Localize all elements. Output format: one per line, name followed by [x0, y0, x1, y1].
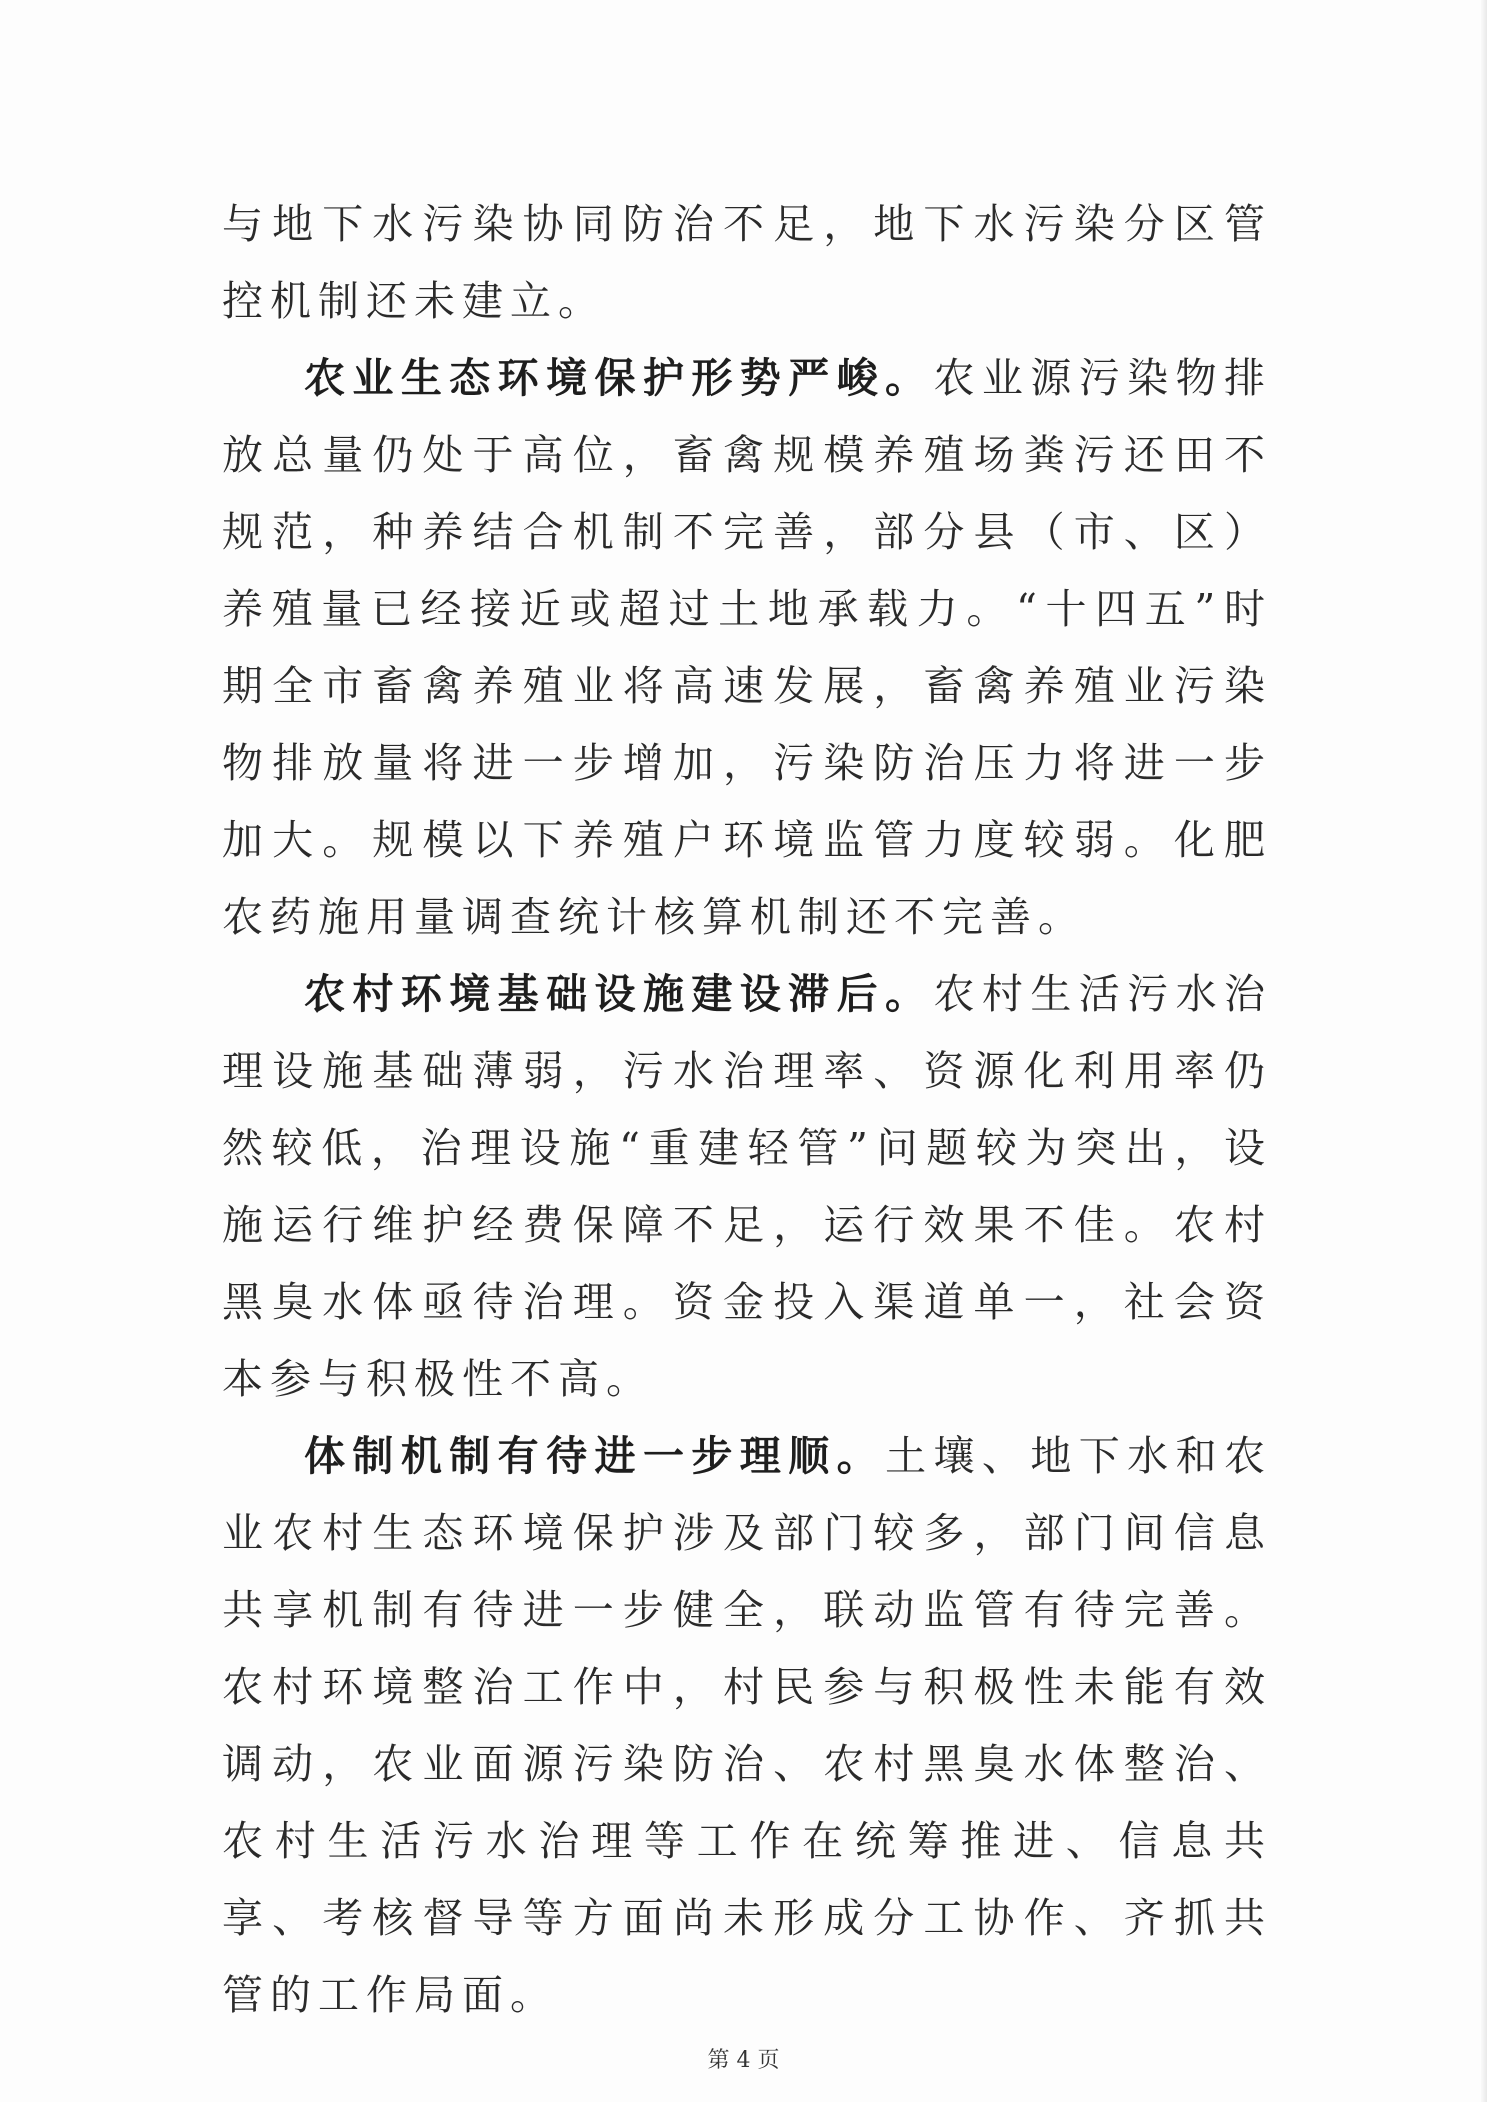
- paragraph-institutional-mechanism: [222, 1418, 1272, 2034]
- paragraph-heading: 农业生态环境保护形势严峻。: [304, 354, 934, 402]
- paragraph-rural-infrastructure: [222, 956, 1272, 1418]
- paragraph-text: 土壤、地下水和农业农村生态环境保护涉及部门较多，部门间信息共享机制有待进一步健全，联动监管有待完善。农村环境整治工作中，村民参与积极性未能有效调动，农业面源污染防治、农村黑臭水体整治、农村生活污水治理等工作在统筹推进、信息共享、考核督导等方面尚未形成分工协作、齐抓共管的工作局面。: [222, 1432, 1273, 2019]
- paragraph-continuation: [222, 186, 1272, 340]
- paragraph-text: 农业源污染物排放总量仍处于高位，畜禽规模养殖场粪污还田不规范，种养结合机制不完善，部分县（市、区）养殖量已经接近或超过土地承载力。“十四五”时期全市畜禽养殖业将高速发展，畜禽养殖业污染物排放量将进一步增加，污染防治压力将进一步加大。规模以下养殖户环境监管力度较弱。化肥农药施用量调查统计核算机制还不完善。: [222, 354, 1273, 941]
- paragraph-text: 与地下水污染协同防治不足，地下水污染分区管控机制还未建立。: [222, 200, 1272, 325]
- page-edge: [1481, 0, 1487, 2102]
- paragraph-text: 农村生活污水治理设施基础薄弱，污水治理率、资源化利用率仍然较低，治理设施“重建轻管”问题较为突出，设施运行维护经费保障不足，运行效果不佳。农村黑臭水体亟待治理。资金投入渠道单一，社会资本参与积极性不高。: [222, 970, 1273, 1403]
- document-body: [222, 186, 1272, 2034]
- paragraph-agriculture-ecology: [222, 340, 1272, 956]
- page-number: 第 4 页: [707, 2048, 780, 2073]
- paragraph-heading: 农村环境基础设施建设滞后。: [304, 970, 934, 1018]
- paragraph-heading: 体制机制有待进一步理顺。: [304, 1432, 886, 1480]
